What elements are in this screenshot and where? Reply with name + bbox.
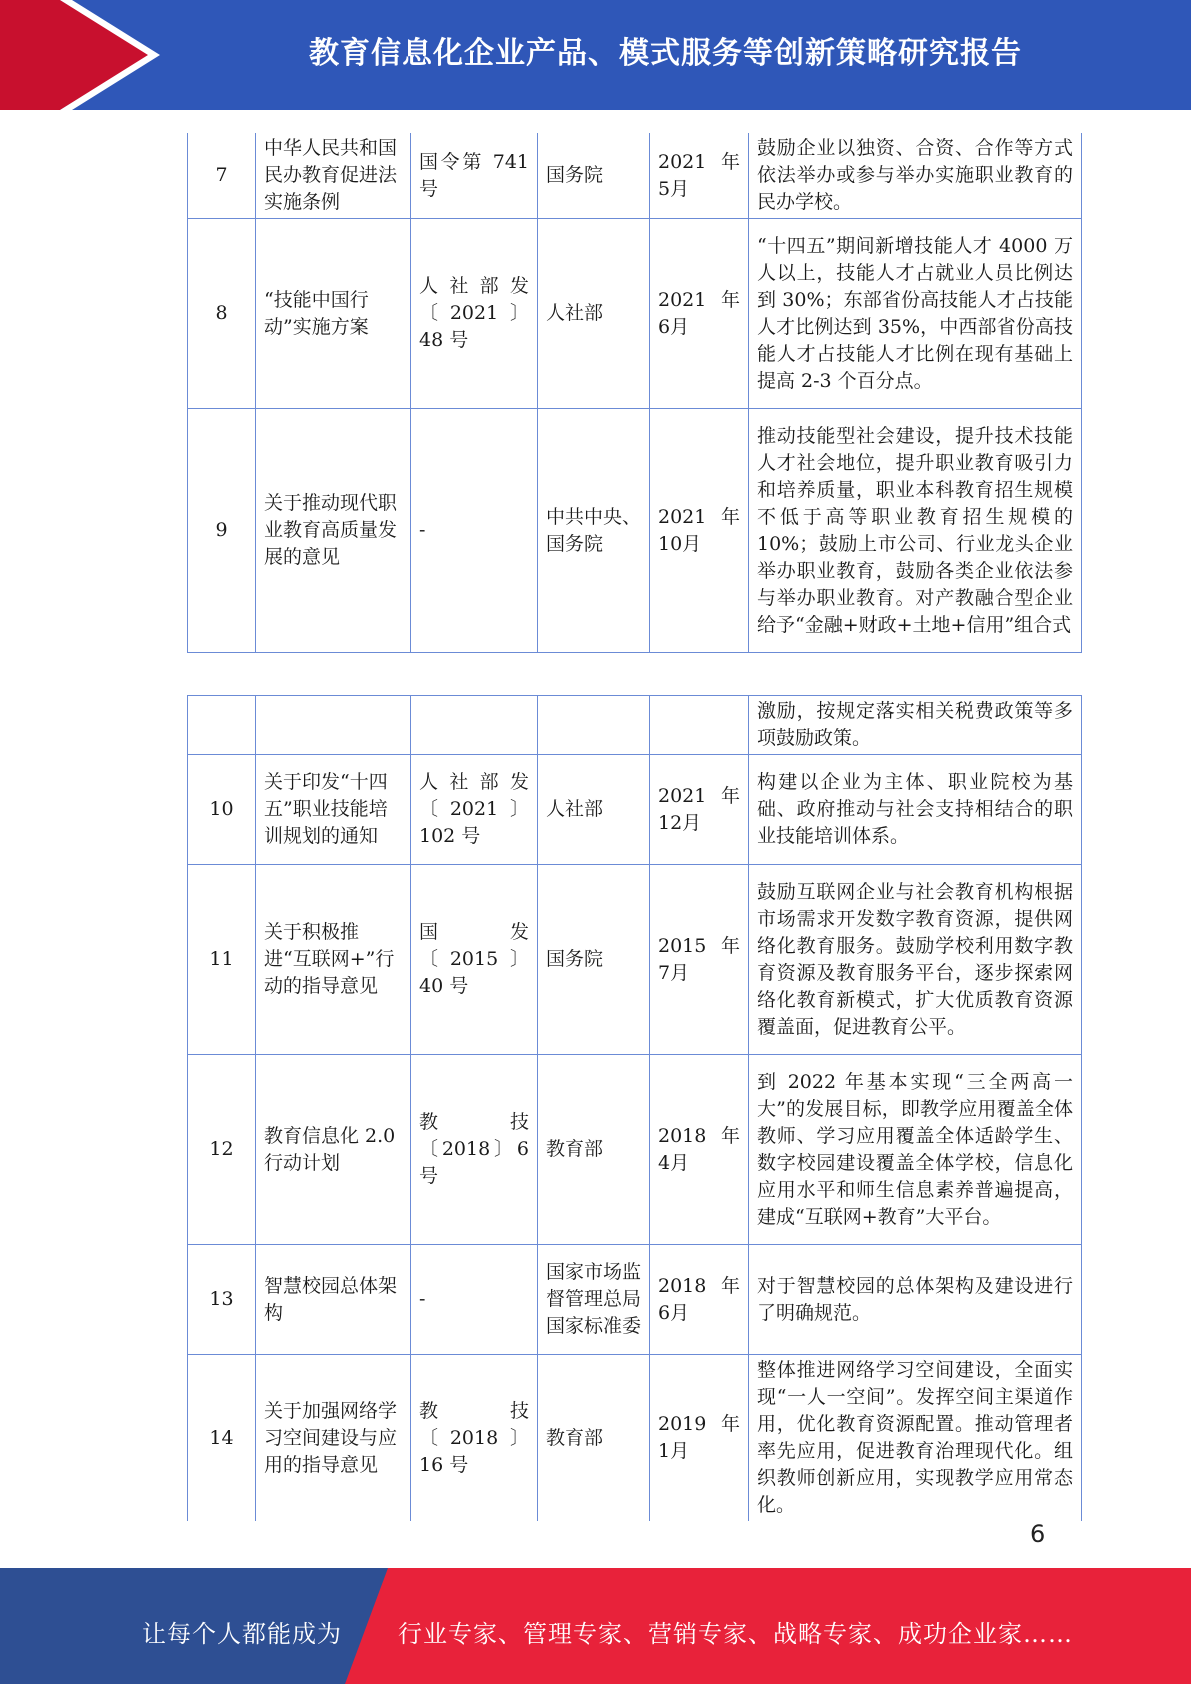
policy-name: 关于积极推进“互联网+”行动的指导意见 [256,865,411,1055]
table-row [188,755,1082,865]
issuing-body: 国务院 [538,865,650,1055]
table-row [188,1245,1082,1355]
row-number: 7 [188,133,256,219]
empty-cell [538,696,650,755]
table-row [188,409,1082,653]
row-number: 10 [188,755,256,865]
table-row [188,865,1082,1055]
table-row [188,133,1082,219]
issuing-body: 中共中央、国务院 [538,409,650,653]
policy-table-part1 [187,133,1082,653]
policy-content: “十四五”期间新增技能人才 4000 万人以上，技能人才占就业人员比例达到 30%；东部省份高技能人才占技能人才比例达到 35%，中西部省份高技能人才占技能人才比例在现有基础上提高 2-3 个百分点。 [749,219,1082,409]
policy-content: 到 2022 年基本实现“三全两高一大”的发展目标，即教学应用覆盖全体教师、学习应用覆盖全体适龄学生、数字校园建设覆盖全体学校，信息化应用水平和师生信息素养普遍提高，建成“互联网+教育”大平台。 [749,1055,1082,1245]
report-title: 教育信息化企业产品、模式服务等创新策略研究报告 [309,36,1022,71]
document-number: 人社部发〔2021〕102 号 [411,755,538,865]
issuing-body: 教育部 [538,1355,650,1522]
document-number: - [411,409,538,653]
document-number: 国令第 741 号 [411,133,538,219]
empty-cell [256,696,411,755]
issuing-body: 国家市场监督管理总局国家标准委 [538,1245,650,1355]
policy-content: 对于智慧校园的总体架构及建设进行了明确规范。 [749,1245,1082,1355]
empty-cell [411,696,538,755]
table-row [188,1355,1082,1522]
page-header [0,0,1191,110]
policy-table-part2 [187,695,1082,1521]
issuing-body: 教育部 [538,1055,650,1245]
policy-content: 鼓励互联网企业与社会教育机构根据市场需求开发数字教育资源，提供网络化教育服务。鼓励学校利用数字教育资源及教育服务平台，逐步探索网络化教育新模式，扩大优质教育资源覆盖面，促进教育公平。 [749,865,1082,1055]
page-footer [0,1568,1191,1684]
policy-content: 构建以企业为主体、职业院校为基础、政府推动与社会支持相结合的职业技能培训体系。 [749,755,1082,865]
policy-name: 关于加强网络学习空间建设与应用的指导意见 [256,1355,411,1522]
table-row-continued [188,696,1082,755]
policy-content-continued: 激励，按规定落实相关税费政策等多项鼓励政策。 [749,696,1082,755]
row-number: 9 [188,409,256,653]
row-number: 13 [188,1245,256,1355]
row-number: 8 [188,219,256,409]
issue-date: 2021 年 10月 [650,409,749,653]
document-number: - [411,1245,538,1355]
document-number: 国发〔2015〕40 号 [411,865,538,1055]
issue-date: 2019 年 1月 [650,1355,749,1522]
issue-date: 2015 年 7月 [650,865,749,1055]
issue-date: 2018 年 6月 [650,1245,749,1355]
document-number: 人社部发〔2021〕48 号 [411,219,538,409]
policy-content: 整体推进网络学习空间建设，全面实现“一人一空间”。发挥空间主渠道作用，优化教育资源配置。推动管理者率先应用，促进教育治理现代化。组织教师创新应用，实现教学应用常态化。 [749,1355,1082,1522]
issuing-body: 人社部 [538,755,650,865]
policy-name: 中华人民共和国民办教育促进法实施条例 [256,133,411,219]
policy-name: “技能中国行动”实施方案 [256,219,411,409]
empty-cell [650,696,749,755]
issue-date: 2021 年 6月 [650,219,749,409]
policy-content: 推动技能型社会建设，提升技术技能人才社会地位，提升职业教育吸引力和培养质量，职业本科教育招生规模不低于高等职业教育招生规模的 10%；鼓励上市公司、行业龙头企业举办职业教育，鼓励各类企业依法参与举办职业教育。对产教融合型企业给予“金融+财政+土地+信用”组合式 [749,409,1082,653]
table-row [188,1055,1082,1245]
issue-date: 2018 年 4月 [650,1055,749,1245]
row-number: 12 [188,1055,256,1245]
footer-slogan-right: 行业专家、管理专家、营销专家、战略专家、成功企业家…… [398,1620,1073,1648]
policy-name: 关于印发“十四五”职业技能培训规划的通知 [256,755,411,865]
document-number: 教技〔2018〕16 号 [411,1355,538,1522]
issue-date: 2021 年 5月 [650,133,749,219]
document-number: 教技〔2018〕6 号 [411,1055,538,1245]
issuing-body: 人社部 [538,219,650,409]
table-row [188,219,1082,409]
policy-name: 关于推动现代职业教育高质量发展的意见 [256,409,411,653]
empty-cell [188,696,256,755]
issuing-body: 国务院 [538,133,650,219]
footer-slogan-left: 让每个人都能成为 [142,1620,342,1648]
row-number: 11 [188,865,256,1055]
policy-name: 教育信息化 2.0 行动计划 [256,1055,411,1245]
page-number: 6 [1030,1520,1046,1548]
policy-name: 智慧校园总体架构 [256,1245,411,1355]
policy-content: 鼓励企业以独资、合资、合作等方式依法举办或参与举办实施职业教育的民办学校。 [749,133,1082,219]
row-number: 14 [188,1355,256,1522]
issue-date: 2021 年 12月 [650,755,749,865]
